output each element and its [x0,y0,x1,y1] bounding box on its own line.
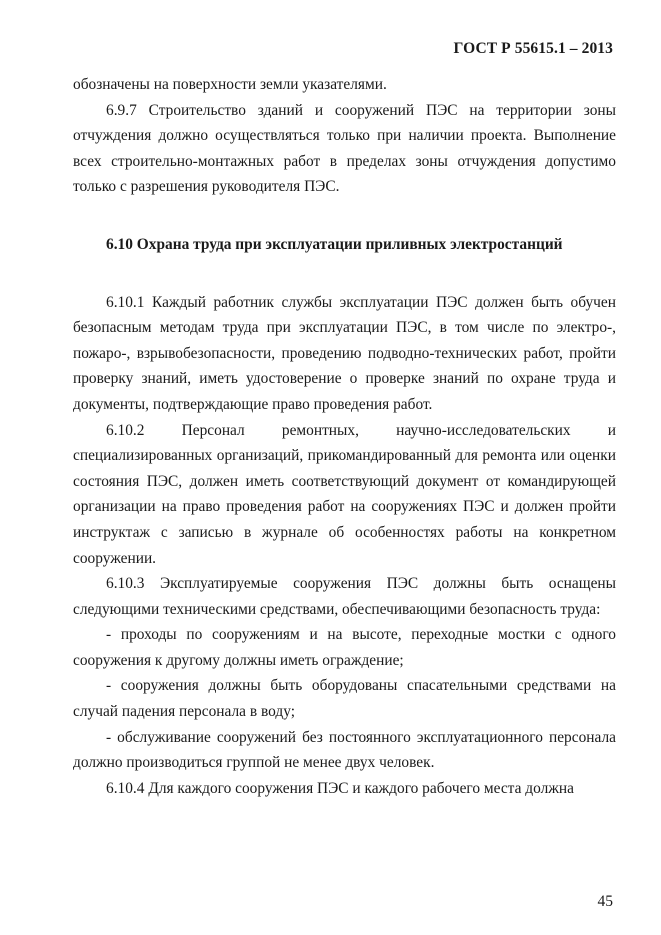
paragraph-6-9-7: 6.9.7 Строительство зданий и сооружений ПЭС на территории зоны отчуждения должно осуществляться только при наличии проекта. Выполнение всех строительно-монтажных работ в пределах зоны отчуждения допустимо только с разрешения руководителя ПЭС. [73,101,616,196]
list-item-rescue-equipment: - сооружения должны быть оборудованы спасательными средствами на случай падения персонала в воду; [73,677,616,721]
paragraph-6-10-4: 6.10.4 Для каждого сооружения ПЭС и каждого рабочего места должна [106,779,574,797]
page-number: 45 [597,893,613,910]
document-body [73,72,616,801]
section-heading-6-10: 6.10 Охрана труда при эксплуатации приливных электростанций [106,235,563,253]
paragraph-6-10-3: 6.10.3 Эксплуатируемые сооружения ПЭС должны быть оснащены следующими техническими средствами, обеспечивающими безопасность труда: [73,575,616,618]
paragraph-6-10-1: 6.10.1 Каждый работник службы эксплуатации ПЭС должен быть обучен безопасным методам труда при эксплуатации ПЭС, в том числе по электро-, пожаро-, взрывобезопасности, проведению подводно-технических работ, пройти проверку знаний, иметь удостоверение о проверке знаний по охране труда и документы, подтверждающие право проведения работ. [73,293,616,413]
paragraph-continuation: обозначены на поверхности земли указателями. [73,76,387,93]
document-header: ГОСТ Р 55615.1 – 2013 [453,40,613,57]
paragraph-6-10-2: 6.10.2 Персонал ремонтных, научно-исследовательских и специализированных организаций, прикомандированный для ремонта или оценки состояния ПЭС, должен иметь соответствующий документ от командирующей организации на право проведения работ на сооружениях ПЭС и должен пройти инструктаж с записью в журнале об особенностях работы на конкретном сооружении. [73,421,616,567]
list-item-maintenance-group: - обслуживание сооружений без постоянного эксплуатационного персонала должно производиться группой не менее двух человек. [73,728,616,772]
list-item-passages: - проходы по сооружениям и на высоте, переходные мостки с одного сооружения к другому должны иметь ограждение; [73,626,616,669]
